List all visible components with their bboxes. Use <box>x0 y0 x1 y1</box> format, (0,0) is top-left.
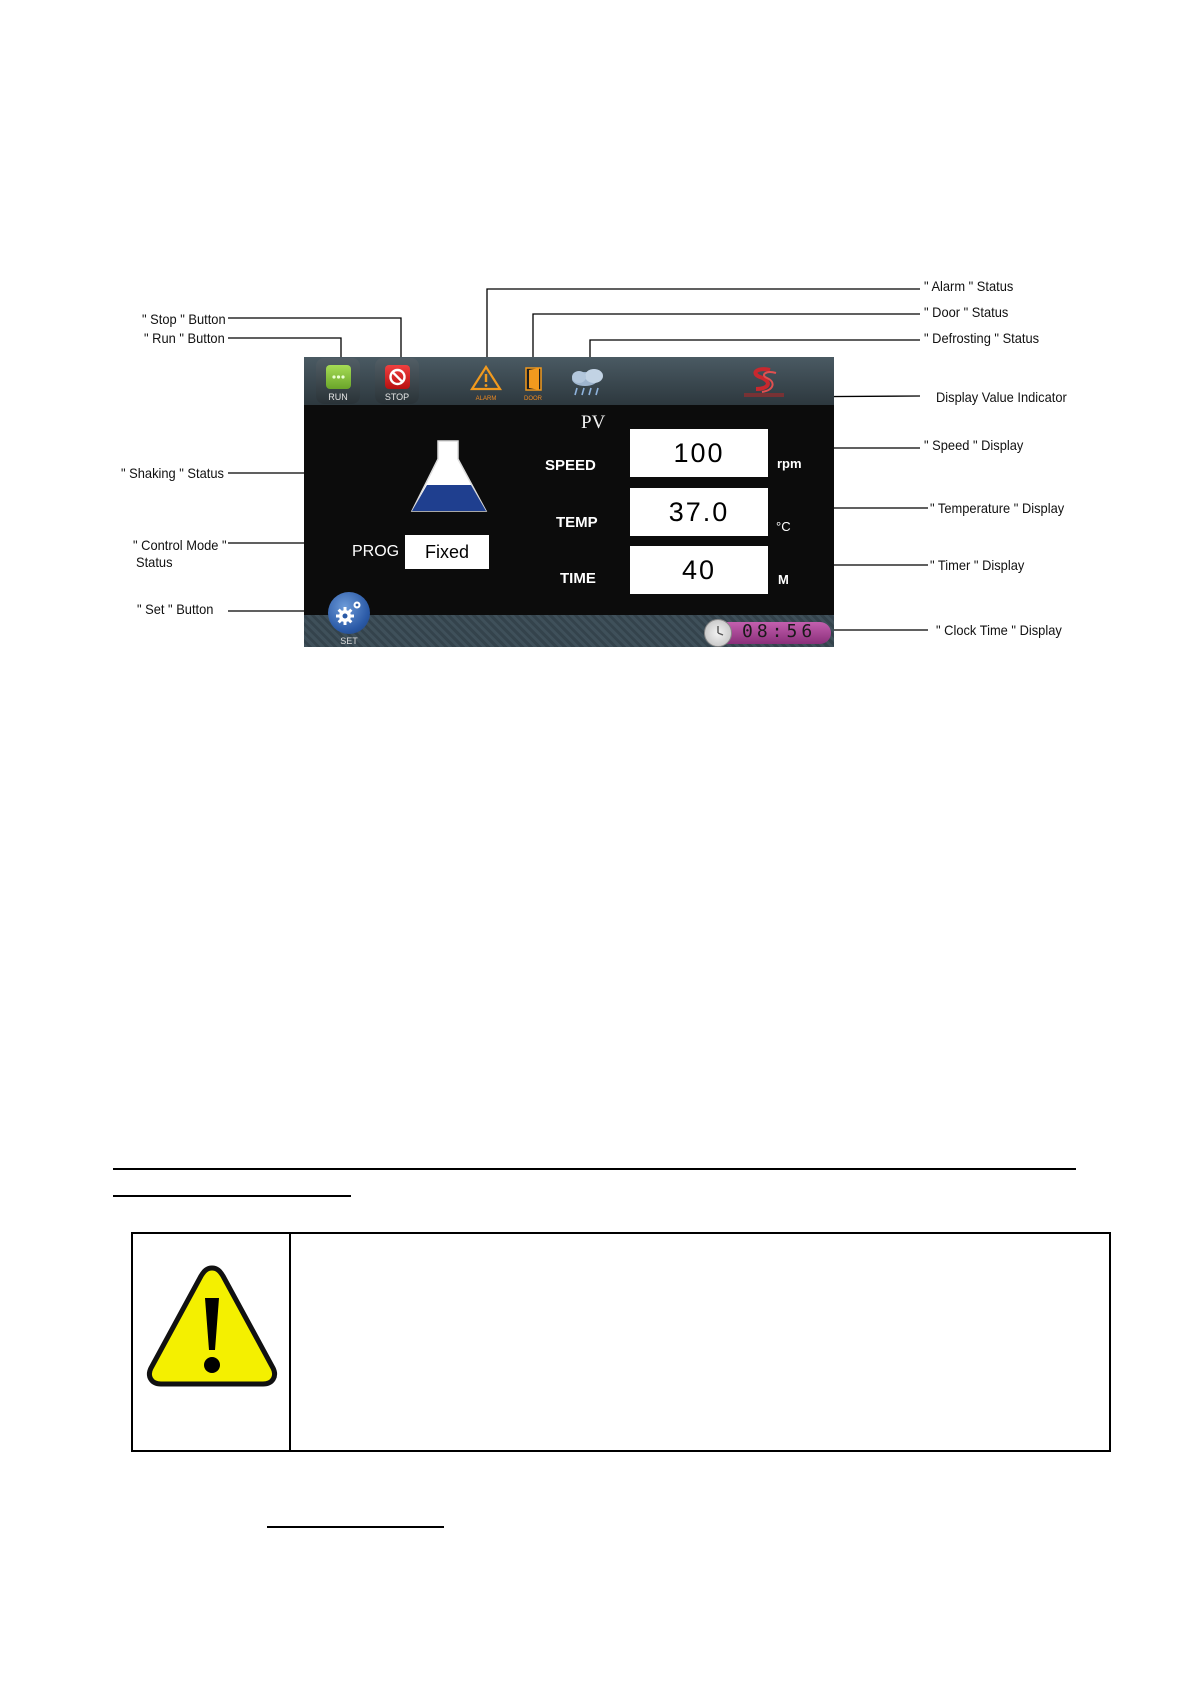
label-control-mode-line1: " Control Mode " <box>133 537 227 553</box>
label-door-status: " Door " Status <box>924 304 1009 320</box>
time-unit: M <box>778 572 789 587</box>
defrost-icon <box>567 365 607 399</box>
label-speed-display: " Speed " Display <box>924 437 1024 453</box>
run-icon <box>326 365 351 389</box>
shaking-status <box>410 439 490 520</box>
temp-value: 37.0 <box>630 488 768 536</box>
device-screen <box>304 357 834 647</box>
label-set-button: " Set " Button <box>137 601 214 617</box>
control-mode-status: Fixed <box>405 535 489 569</box>
alarm-icon <box>470 365 502 391</box>
label-temperature-display: " Temperature " Display <box>930 500 1065 516</box>
underline-bottom <box>267 1526 444 1528</box>
warning-triangle-icon <box>145 1262 279 1392</box>
temp-unit: °C <box>776 519 791 534</box>
door-status <box>518 365 548 402</box>
run-button-label: RUN <box>328 392 348 402</box>
warning-box <box>131 1232 1111 1452</box>
speed-value: 100 <box>630 429 768 477</box>
stop-button[interactable] <box>375 358 419 404</box>
time-value: 40 <box>630 546 768 594</box>
label-display-value-indicator: Display Value Indicator <box>936 389 1067 405</box>
label-clock-time-display: " Clock Time " Display <box>936 622 1062 638</box>
flask-icon <box>410 439 490 515</box>
brand-logo <box>740 365 788 404</box>
warning-icon-cell <box>133 1234 291 1450</box>
label-stop-button: " Stop " Button <box>142 311 226 327</box>
speed-unit: rpm <box>777 456 802 471</box>
alarm-status-label: ALARM <box>475 396 497 402</box>
prog-label: PROG <box>352 543 400 560</box>
defrosting-status <box>567 365 607 404</box>
pv-indicator: PV <box>581 412 606 433</box>
door-status-label: DOOR <box>524 396 542 402</box>
section-rule <box>113 1168 1076 1170</box>
gear-icon <box>328 592 370 634</box>
label-run-button: " Run " Button <box>144 330 225 346</box>
label-defrosting-status: " Defrosting " Status <box>924 330 1040 346</box>
label-timer-display: " Timer " Display <box>930 557 1025 573</box>
label-shaking-status: " Shaking " Status <box>121 465 224 481</box>
clock-icon <box>704 619 732 647</box>
door-icon <box>518 365 548 391</box>
set-button-label: SET <box>340 636 358 646</box>
speed-label: SPEED <box>545 457 596 474</box>
temp-label: TEMP <box>556 514 598 531</box>
heading-underline <box>113 1195 351 1197</box>
stop-button-label: STOP <box>384 392 410 402</box>
alarm-status <box>470 365 502 402</box>
leader-run-button <box>228 338 341 357</box>
set-button[interactable] <box>328 592 370 634</box>
clock-time-display: 08:56 <box>742 621 817 642</box>
label-alarm-status: " Alarm " Status <box>924 278 1014 294</box>
label-control-mode-line2: Status <box>136 554 173 570</box>
stop-icon <box>385 365 410 389</box>
run-button[interactable] <box>316 358 360 404</box>
time-label: TIME <box>560 570 596 587</box>
